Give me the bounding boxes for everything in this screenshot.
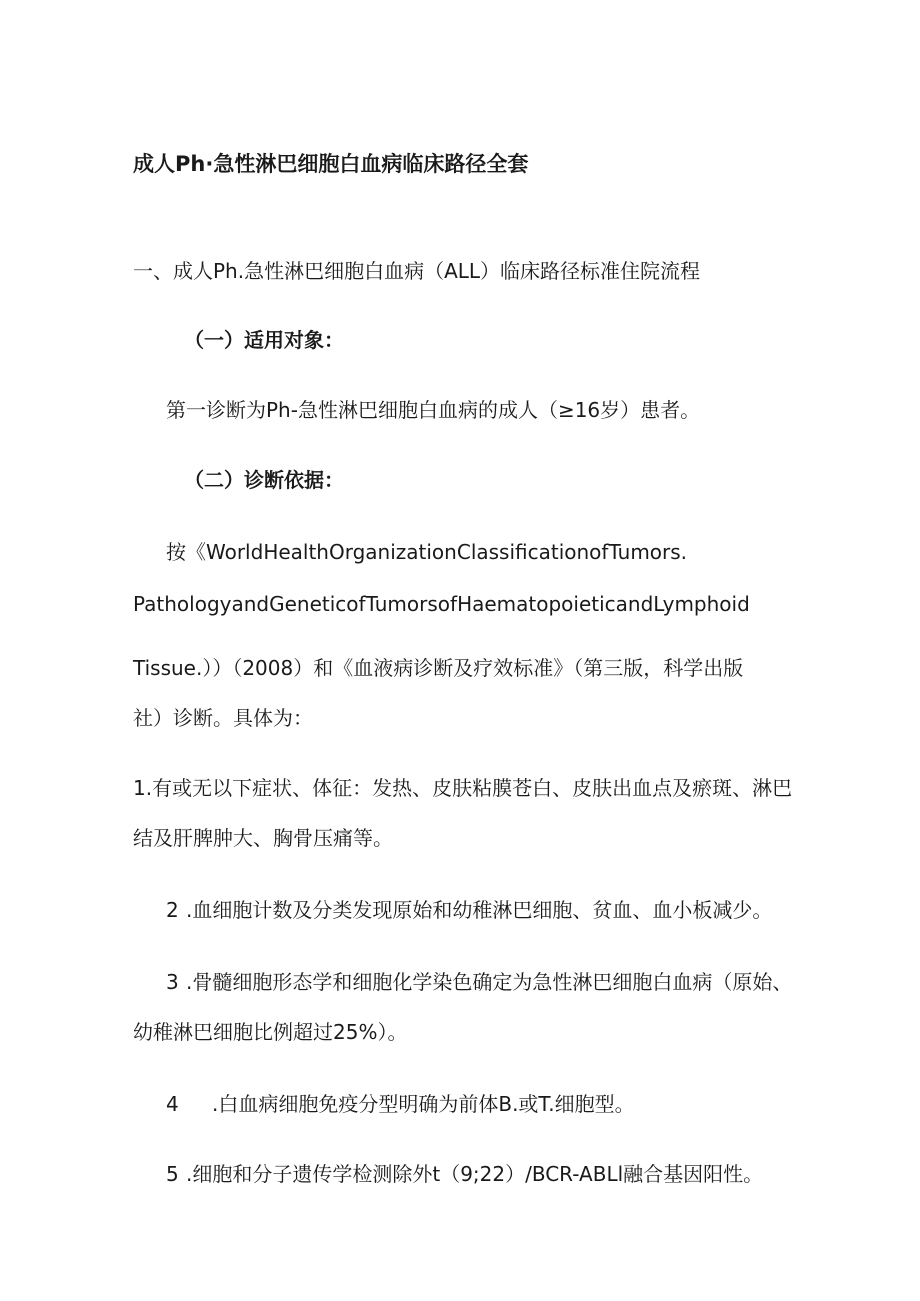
list-item-4	[166, 1090, 635, 1118]
list-item-number: 2	[166, 898, 179, 922]
paragraph-line: 按《WorldHealthOrganizationClassificationofTumors.	[166, 540, 688, 564]
list-item-1-line: 1.有或无以下症状、体征：发热、皮肤粘膜苍白、皮肤出血点及瘀斑、淋巴	[133, 776, 793, 800]
paragraph-line: 社）诊断。具体为：	[133, 706, 313, 730]
list-item-number: 4	[166, 1092, 179, 1116]
list-item-text: .白血病细胞免疫分型明确为前体B.或T.细胞型。	[212, 1092, 635, 1116]
list-item-3-line: 幼稚淋巴细胞比例超过25%）。	[133, 1020, 408, 1044]
paragraph-line: Tissue.））（2008）和《血液病诊断及疗效标准》（第三版，科学出版	[133, 656, 744, 680]
list-item-5	[166, 1160, 763, 1188]
list-item-1-line: 结及肝脾肿大、胸骨压痛等。	[133, 826, 393, 850]
list-item-text: .血细胞计数及分类发现原始和幼稚淋巴细胞、贫血、血小板减少。	[186, 898, 773, 922]
list-item-number: 3	[166, 970, 179, 994]
subsection-heading-applicable: （一）适用对象：	[184, 328, 344, 352]
list-item-text: .骨髓细胞形态学和细胞化学染色确定为急性淋巴细胞白血病（原始、	[186, 970, 793, 994]
list-item-3	[166, 968, 792, 996]
paragraph-line: PathologyandGeneticofTumorsofHaematopoieticandLymphoid	[133, 592, 750, 616]
paragraph-applicable: 第一诊断为Ph-急性淋巴细胞白血病的成人（≥16岁）患者。	[166, 398, 701, 422]
section-heading: 一、成人Ph.急性淋巴细胞白血病（ALL）临床路径标准住院流程	[133, 259, 701, 283]
list-item-text: .细胞和分子遗传学检测除外t（9;22）/BCR-ABLl融合基因阳性。	[186, 1162, 764, 1186]
list-item-2	[166, 896, 772, 924]
subsection-heading-diagnosis: （二）诊断依据：	[184, 468, 344, 492]
document-title: 成人Ph·急性淋巴细胞白血病临床路径全套	[133, 152, 529, 176]
list-item-number: 5	[166, 1162, 179, 1186]
